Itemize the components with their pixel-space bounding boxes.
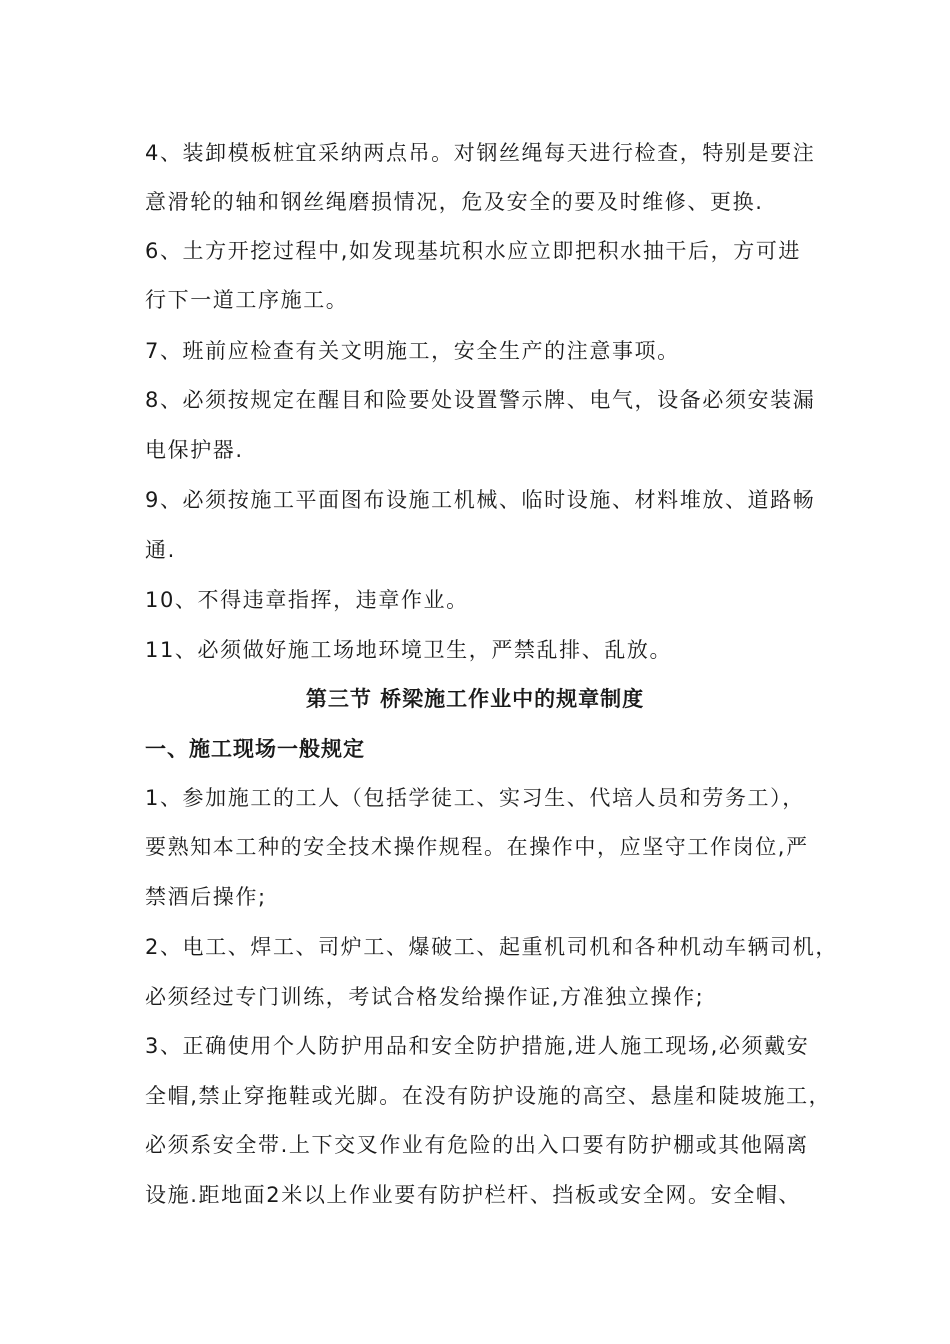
text-line: 2、电工、焊工、司炉工、爆破工、起重机司机和各种机动车辆司机， — [145, 935, 838, 959]
text-line: 行下一道工序施工。 — [145, 288, 349, 312]
text-line: 意滑轮的轴和钢丝绳磨损情况，危及安全的要及时维修、更换. — [145, 190, 764, 214]
text-line: 必须经过专门训练，考试合格发给操作证,方准独立操作; — [145, 985, 705, 1009]
text-line: 4、装卸模板桩宜采纳两点吊。对钢丝绳每天进行检查，特别是要注 — [145, 141, 816, 165]
text-line: 9、必须按施工平面图布设施工机械、临时设施、材料堆放、道路畅 — [145, 488, 816, 512]
text-line: 禁酒后操作; — [145, 885, 267, 909]
text-line: 8、必须按规定在醒目和险要处设置警示牌、电气，设备必须安装漏 — [145, 388, 816, 412]
text-line: 通. — [145, 538, 176, 562]
text-line: 1、参加施工的工人（包括学徒工、实习生、代培人员和劳务工）， — [145, 786, 805, 810]
text-line: 全帽,禁止穿拖鞋或光脚。在没有防护设施的高空、悬崖和陡坡施工， — [145, 1084, 832, 1108]
text-line: 设施.距地面2米以上作业要有防护栏杆、挡板或安全网。安全帽、 — [145, 1183, 802, 1207]
text-line: 7、班前应检查有关文明施工，安全生产的注意事项。 — [145, 339, 680, 363]
subheading: 一、施工现场一般规定 — [145, 737, 365, 761]
section-title: 第三节 桥梁施工作业中的规章制度 — [305, 687, 645, 711]
text-line: 要熟知本工种的安全技术操作规程。在操作中，应坚守工作岗位,严 — [145, 835, 809, 859]
text-line: 必须系安全带.上下交叉作业有危险的出入口要有防护棚或其他隔离 — [145, 1133, 809, 1157]
text-line: 3、正确使用个人防护用品和安全防护措施,进人施工现场,必须戴安 — [145, 1034, 810, 1058]
text-line: 6、土方开挖过程中,如发现基坑积水应立即把积水抽干后，方可进 — [145, 239, 802, 263]
text-line: 11、必须做好施工场地环境卫生，严禁乱排、乱放。 — [145, 638, 673, 662]
text-line: 10、不得违章指挥，违章作业。 — [145, 588, 469, 612]
text-line: 电保护器. — [145, 438, 244, 462]
